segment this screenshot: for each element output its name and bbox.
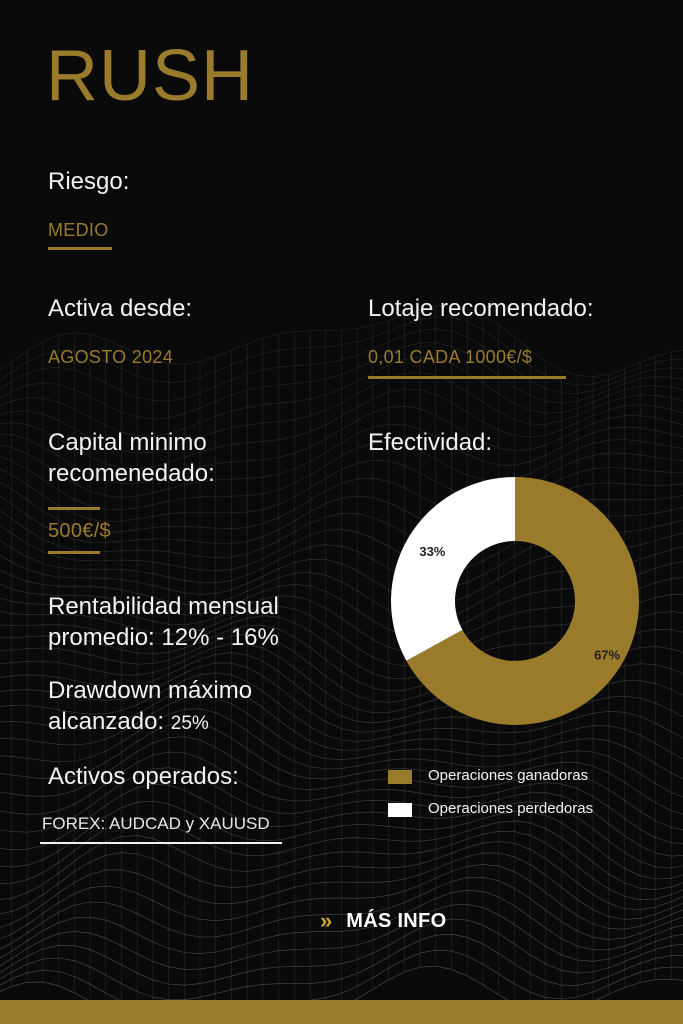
page-title: RUSH <box>46 36 255 116</box>
legend-swatch-ganadoras <box>388 770 412 784</box>
drawdown-label-prefix: alcanzado: <box>48 708 165 735</box>
capital-value: 500€/$ <box>48 520 111 542</box>
activa-value: AGOSTO 2024 <box>48 347 174 367</box>
capital-topline <box>48 507 100 510</box>
efectividad-donut-chart <box>380 466 650 736</box>
lotaje-value: 0,01 CADA 1000€/$ <box>368 347 533 367</box>
activos-label: Activos operados: <box>48 763 239 790</box>
riesgo-underline <box>48 247 112 250</box>
legend-label-ganadoras: Operaciones ganadoras <box>428 767 589 784</box>
mas-info-label: MÁS INFO <box>346 909 447 932</box>
capital-label-line1: Capital minimo <box>48 429 207 456</box>
donut-label-perdedoras: 33% <box>419 544 446 560</box>
capital-underline <box>48 551 100 554</box>
footer-gold-bar <box>0 1000 683 1024</box>
mas-info-button[interactable] <box>320 908 446 934</box>
rentabilidad-label-prefix: promedio: <box>48 624 155 651</box>
lotaje-underline <box>368 376 566 379</box>
donut-slice-perdedoras <box>391 477 515 661</box>
activos-underline <box>40 842 282 844</box>
legend-swatch-perdedoras <box>388 803 412 817</box>
chart-title: Efectividad: <box>368 429 493 456</box>
capital-label-line2: recomenedado: <box>48 460 215 487</box>
rentabilidad-value: 12% - 16% <box>161 624 279 651</box>
lotaje-label: Lotaje recomendado: <box>368 295 594 322</box>
legend-label-perdedoras: Operaciones perdedoras <box>428 800 594 817</box>
drawdown-label-line2 <box>48 707 209 737</box>
donut-label-ganadoras: 67% <box>594 647 621 663</box>
riesgo-label: Riesgo: <box>48 168 130 195</box>
double-chevron-right-icon: » <box>320 908 333 933</box>
riesgo-value: MEDIO <box>48 220 109 240</box>
activos-value: FOREX: AUDCAD y XAUUSD <box>42 814 270 833</box>
drawdown-value: 25% <box>170 713 209 734</box>
rentabilidad-label-line2 <box>48 623 279 653</box>
activa-label: Activa desde: <box>48 295 193 322</box>
drawdown-label-line1: Drawdown máximo <box>48 677 253 704</box>
rentabilidad-label-line1: Rentabilidad mensual <box>48 593 279 620</box>
